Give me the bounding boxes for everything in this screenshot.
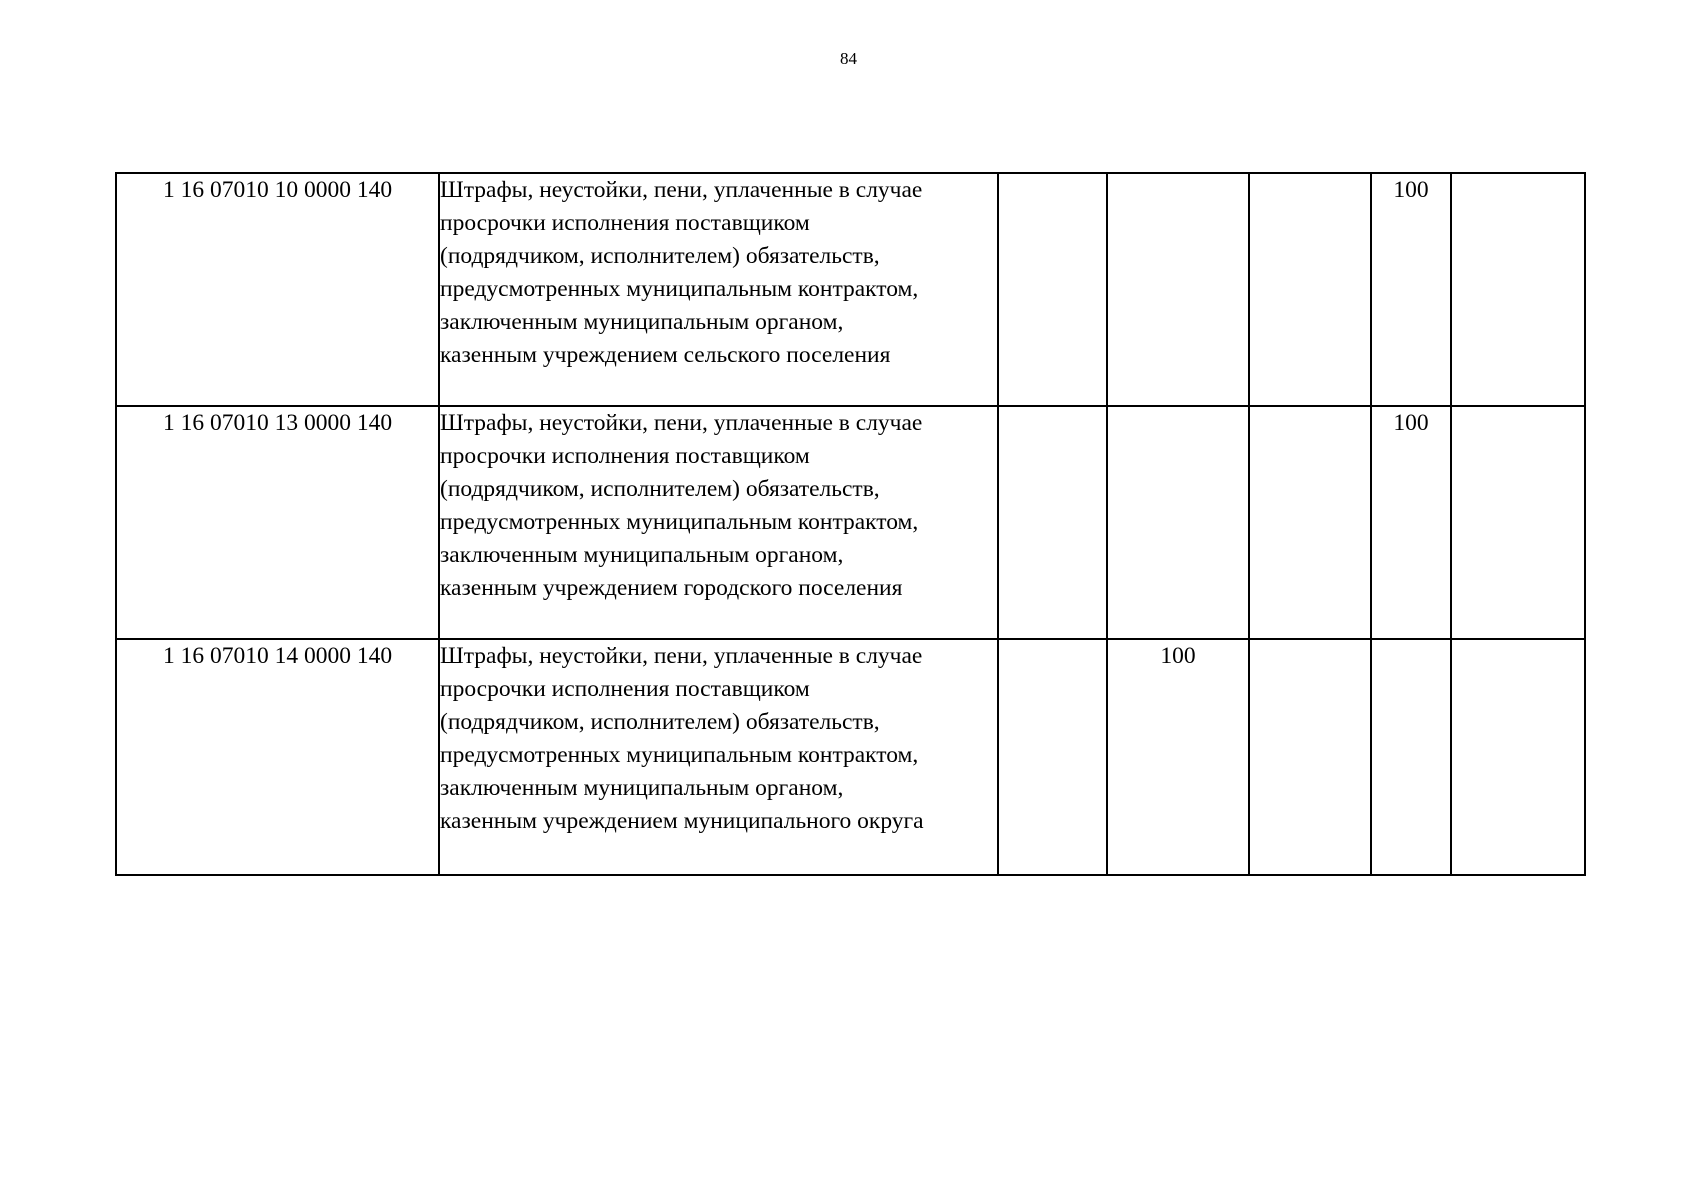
- value-cell: [1371, 639, 1451, 875]
- description-line: заключенным муниципальным органом,: [440, 542, 844, 568]
- description-line: предусмотренных муниципальным контрактом,: [440, 276, 919, 302]
- description-line: предусмотренных муниципальным контрактом,: [440, 509, 919, 535]
- value-cell: 100: [1371, 173, 1451, 406]
- description-line: просрочки исполнения поставщиком: [440, 676, 810, 702]
- description-line: предусмотренных муниципальным контрактом,: [440, 742, 919, 768]
- value-cell: 100: [1107, 639, 1249, 875]
- value-cell: [998, 406, 1107, 639]
- value-cell: [1451, 639, 1585, 875]
- value-cell: [1249, 173, 1371, 406]
- value-cell: [1249, 406, 1371, 639]
- description-line: казенным учреждением муниципального округа: [440, 808, 924, 834]
- description-line: казенным учреждением сельского поселения: [440, 342, 891, 368]
- revenue-code-cell: 1 16 07010 10 0000 140: [116, 173, 439, 406]
- description-line: (подрядчиком, исполнителем) обязательств,: [440, 243, 880, 269]
- description-line: (подрядчиком, исполнителем) обязательств,: [440, 709, 880, 735]
- value-cell: 100: [1371, 406, 1451, 639]
- value-cell: [1249, 639, 1371, 875]
- revenue-description-cell: [439, 173, 998, 406]
- description-line: просрочки исполнения поставщиком: [440, 210, 810, 236]
- revenue-description-cell: [439, 639, 998, 875]
- revenue-code-cell: 1 16 07010 13 0000 140: [116, 406, 439, 639]
- table-row: [116, 406, 1585, 639]
- description-line: Штрафы, неустойки, пени, уплаченные в случае: [440, 410, 923, 436]
- description-line: Штрафы, неустойки, пени, уплаченные в случае: [440, 643, 923, 669]
- description-line: казенным учреждением городского поселения: [440, 575, 903, 601]
- value-cell: [998, 173, 1107, 406]
- description-line: просрочки исполнения поставщиком: [440, 443, 810, 469]
- value-cell: [1451, 173, 1585, 406]
- description-line: Штрафы, неустойки, пени, уплаченные в случае: [440, 177, 923, 203]
- revenue-code-cell: 1 16 07010 14 0000 140: [116, 639, 439, 875]
- table-row: [116, 639, 1585, 875]
- value-cell: [1451, 406, 1585, 639]
- value-cell: [998, 639, 1107, 875]
- table-row: [116, 173, 1585, 406]
- page-number: 84: [840, 49, 857, 68]
- revenue-distribution-table: [115, 172, 1586, 876]
- description-line: (подрядчиком, исполнителем) обязательств,: [440, 476, 880, 502]
- value-cell: [1107, 406, 1249, 639]
- revenue-description-cell: [439, 406, 998, 639]
- value-cell: [1107, 173, 1249, 406]
- description-line: заключенным муниципальным органом,: [440, 775, 844, 801]
- description-line: заключенным муниципальным органом,: [440, 309, 844, 335]
